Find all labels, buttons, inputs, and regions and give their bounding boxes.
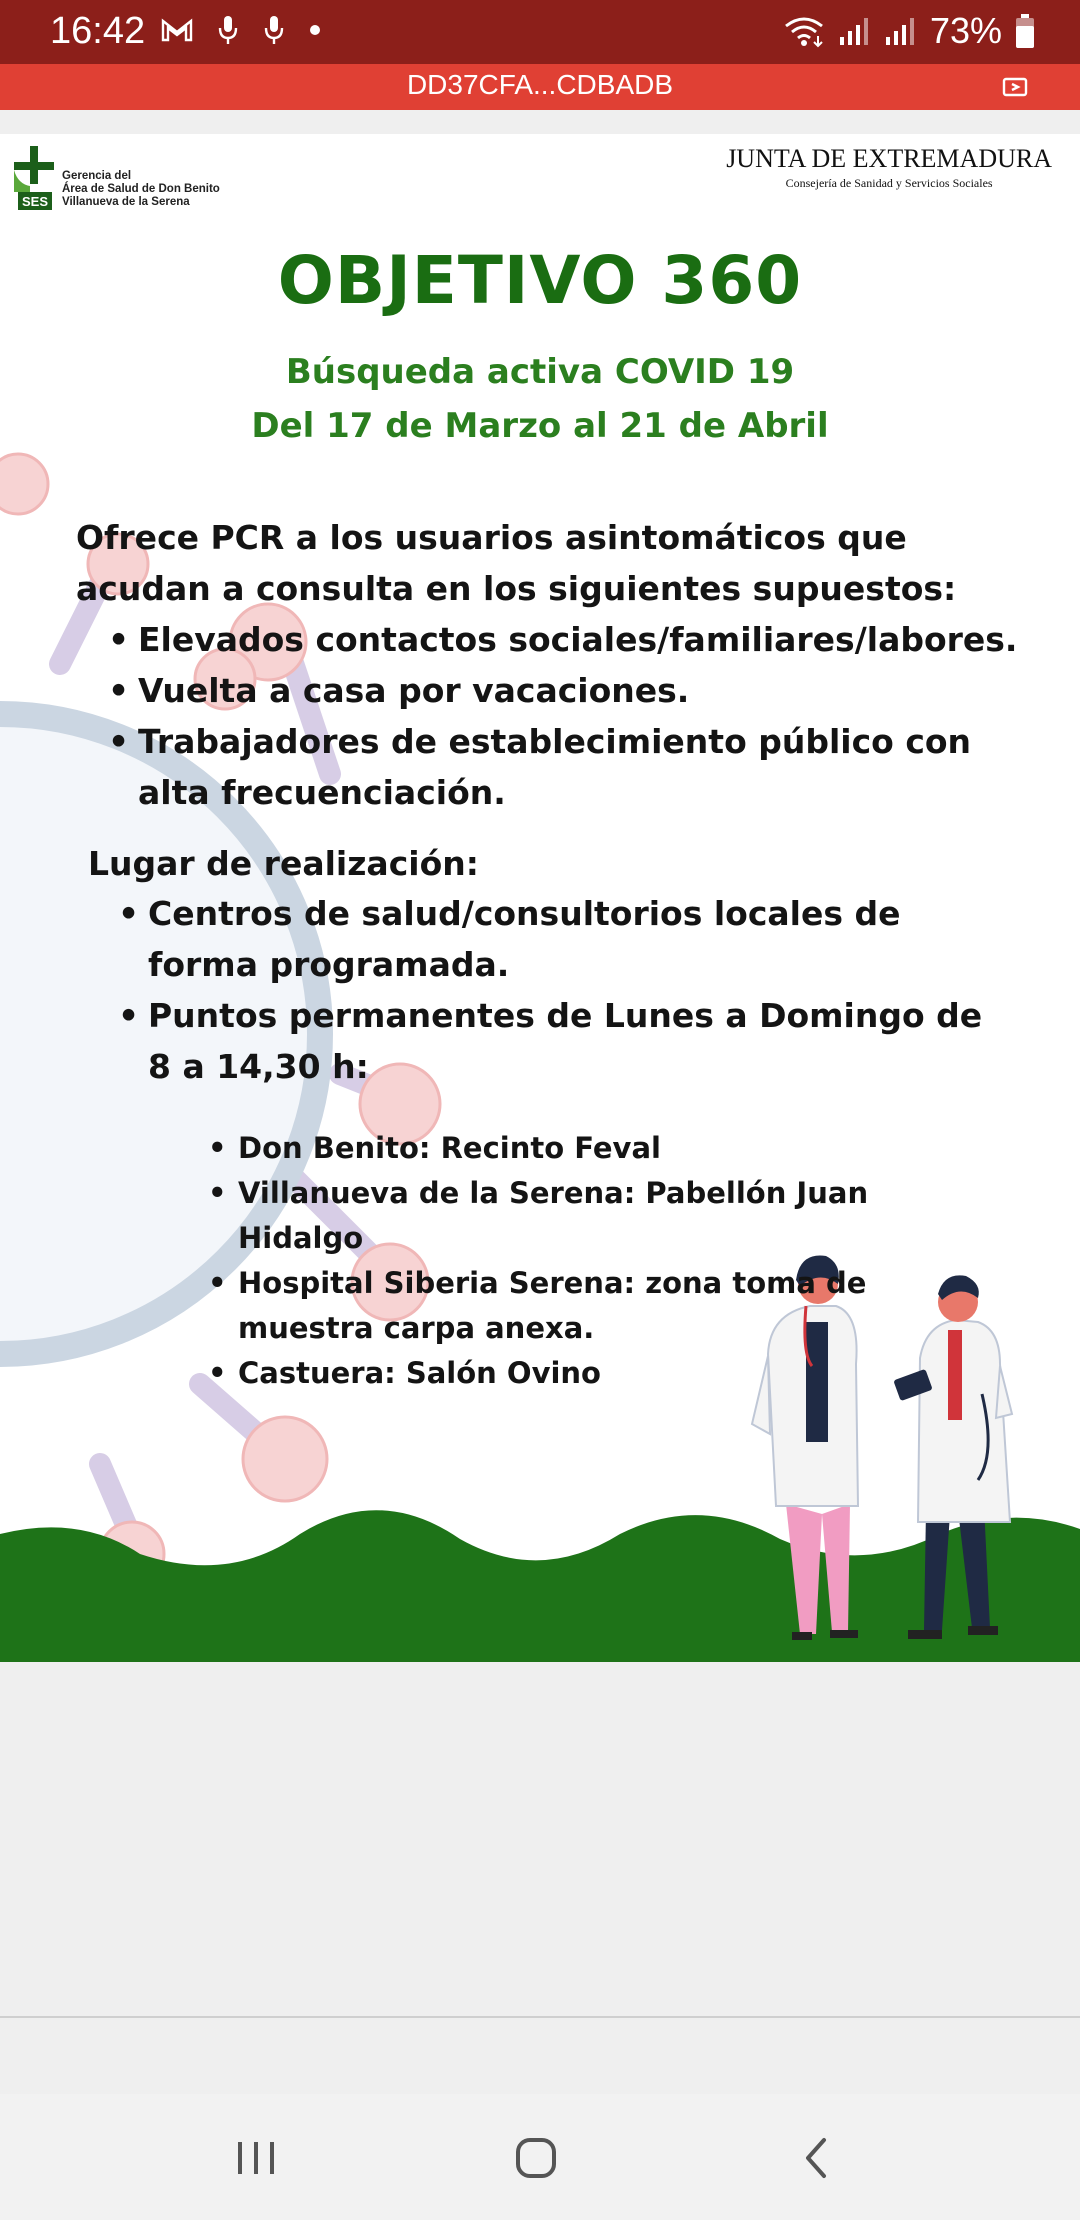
intro-line: acudan a consulta en los siguientes supuestos: [76, 569, 957, 608]
gmail-icon [160, 17, 194, 43]
junta-extremadura-logo [726, 144, 1052, 191]
ses-line-2: Área de Salud de Don Benito [62, 183, 220, 195]
signal-icon [884, 15, 918, 47]
dot-icon [308, 23, 322, 37]
points-list [238, 1126, 938, 1396]
ses-line-1: Gerencia del [62, 170, 132, 182]
places-list [148, 888, 1008, 1092]
criteria-list [138, 614, 1018, 818]
intro-line: Ofrece PCR a los usuarios asintomáticos que [76, 518, 907, 557]
open-external-icon[interactable] [1002, 75, 1028, 99]
list-item: • Vuelta a casa por vacaciones. [138, 665, 1018, 716]
ses-emblem-icon [8, 140, 60, 214]
ses-badge-text: SES [21, 194, 49, 209]
microphone-icon [262, 14, 286, 46]
list-item: • Don Benito: Recinto Feval [238, 1126, 938, 1171]
document-title: DD37CFA...CDBADB [406, 69, 674, 100]
signal-icon [838, 15, 872, 47]
battery-icon [1014, 13, 1036, 49]
microphone-icon [216, 14, 240, 46]
list-item: • Villanueva de la Serena: Pabellón Juan Hidalgo [238, 1171, 938, 1261]
viewer-empty-area[interactable] [0, 1662, 1080, 2018]
junta-title: JUNTA DE EXTREMADURA [726, 144, 1052, 173]
ses-line-3: Villanueva de la Serena [62, 196, 190, 208]
junta-subtitle: Consejería de Sanidad y Servicios Sociales [785, 176, 993, 190]
status-time: 16:42 [50, 10, 146, 52]
status-system-icons [782, 10, 1036, 52]
list-item: • Castuera: Salón Ovino [238, 1351, 938, 1396]
grass-ground [0, 1510, 1080, 1662]
poster-subtitle: Búsqueda activa COVID 19 [285, 352, 795, 392]
list-item: • Puntos permanentes de Lunes a Domingo de 8 a 14,30 h: [148, 990, 1008, 1092]
back-icon[interactable] [786, 2130, 846, 2186]
intro-paragraph [76, 512, 1016, 614]
battery-percent: 73% [929, 10, 1002, 51]
status-bar [0, 0, 1080, 64]
divider [0, 2016, 1080, 2018]
home-icon[interactable] [506, 2130, 566, 2186]
status-notification-icons [160, 14, 322, 46]
poster-title: OBJETIVO 360 [277, 242, 803, 319]
poster-date-range: Del 17 de Marzo al 21 de Abril [251, 406, 829, 446]
list-item: • Hospital Siberia Serena: zona toma de muestra carpa anexa. [238, 1261, 938, 1351]
list-item: • Elevados contactos sociales/familiares/labores. [138, 614, 1018, 665]
list-item: • Trabajadores de establecimiento público con alta frecuenciación. [138, 716, 1018, 818]
ses-logo-text [62, 170, 220, 209]
list-item: • Centros de salud/consultorios locales de forma programada. [148, 888, 1008, 990]
lugar-heading: Lugar de realización: [88, 844, 479, 883]
wifi-icon [782, 14, 826, 48]
ses-logo [8, 138, 238, 218]
document-title-bar [0, 64, 1080, 110]
recent-apps-icon[interactable] [226, 2130, 286, 2186]
poster-image [0, 134, 1080, 1662]
system-navigation-bar [0, 2094, 1080, 2220]
